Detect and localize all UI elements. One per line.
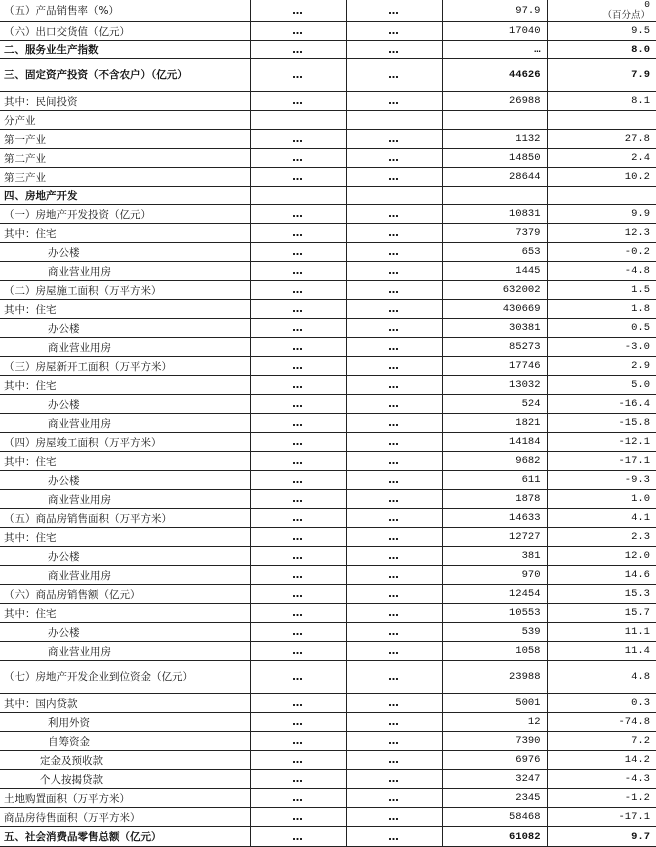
current-month-growth-placeholder: … [346, 41, 442, 59]
current-month-placeholder: … [250, 452, 346, 471]
current-month-placeholder: … [250, 414, 346, 433]
current-month-growth-placeholder: … [346, 262, 442, 281]
cumulative-value: 61082 [442, 827, 547, 847]
current-month-growth-placeholder: … [346, 281, 442, 300]
current-month-growth-placeholder: … [346, 528, 442, 547]
table-row [0, 376, 656, 395]
row-label: 其中：住宅 [0, 300, 250, 319]
growth-rate: 11.4 [547, 642, 656, 661]
cumulative-value: 1445 [442, 262, 547, 281]
current-month-placeholder: … [250, 92, 346, 111]
current-month-growth-placeholder: … [346, 452, 442, 471]
cumulative-value: 9682 [442, 452, 547, 471]
table-row [0, 414, 656, 433]
current-month-placeholder: … [250, 751, 346, 770]
current-month-growth-placeholder: … [346, 509, 442, 528]
row-label: 办公楼 [0, 623, 250, 642]
growth-top-value: 0 [644, 0, 650, 10]
cumulative-value: 12454 [442, 585, 547, 604]
current-month-growth-placeholder: … [346, 471, 442, 490]
cumulative-value: 7390 [442, 732, 547, 751]
table-row [0, 22, 656, 41]
current-month-placeholder: … [250, 509, 346, 528]
current-month-growth-placeholder: … [346, 92, 442, 111]
current-month-placeholder: … [250, 224, 346, 243]
current-month-placeholder: … [250, 149, 346, 168]
growth-rate: 7.9 [547, 59, 656, 92]
current-month-placeholder: … [250, 281, 346, 300]
row-label: 办公楼 [0, 547, 250, 566]
current-month-growth-placeholder: … [346, 168, 442, 187]
table-row [0, 395, 656, 414]
cumulative-value: 1132 [442, 130, 547, 149]
cumulative-value: 970 [442, 566, 547, 585]
row-label: 其中：民间投资 [0, 92, 250, 111]
growth-rate: 12.0 [547, 547, 656, 566]
current-month-placeholder: … [250, 661, 346, 694]
growth-rate: 10.2 [547, 168, 656, 187]
growth-rate: -0.2 [547, 243, 656, 262]
table-row [0, 262, 656, 281]
row-label: 第三产业 [0, 168, 250, 187]
growth-rate: -4.3 [547, 770, 656, 789]
current-month-placeholder: … [250, 770, 346, 789]
current-month-growth-placeholder: … [346, 224, 442, 243]
row-label: （一）房地产开发投资（亿元） [0, 205, 250, 224]
growth-rate: 14.2 [547, 751, 656, 770]
growth-rate: -9.3 [547, 471, 656, 490]
row-label: 二、服务业生产指数 [0, 41, 250, 59]
cumulative-value: 381 [442, 547, 547, 566]
cumulative-value: 1878 [442, 490, 547, 509]
current-month-placeholder: … [250, 623, 346, 642]
current-month-placeholder: … [250, 243, 346, 262]
current-month-growth-placeholder: … [346, 130, 442, 149]
cumulative-value: 1821 [442, 414, 547, 433]
current-month-placeholder: … [250, 357, 346, 376]
cumulative-value: 85273 [442, 338, 547, 357]
growth-rate: 8.1 [547, 92, 656, 111]
current-month-growth-placeholder: … [346, 808, 442, 827]
table-row [0, 130, 656, 149]
growth-rate: 11.1 [547, 623, 656, 642]
current-month-placeholder: … [250, 732, 346, 751]
current-month-growth-placeholder: … [346, 490, 442, 509]
table-row [0, 661, 656, 694]
row-label: 商品房待售面积（万平方米） [0, 808, 250, 827]
current-month-growth-placeholder: … [346, 300, 442, 319]
unit-label: （百分点） [602, 10, 650, 21]
table-row [0, 452, 656, 471]
row-label: 其中：住宅 [0, 452, 250, 471]
cumulative-value: 17746 [442, 357, 547, 376]
growth-rate [547, 111, 656, 130]
growth-rate: 9.7 [547, 827, 656, 847]
current-month-placeholder: … [250, 319, 346, 338]
current-month-placeholder: … [250, 808, 346, 827]
row-label: 第一产业 [0, 130, 250, 149]
current-month-placeholder: … [250, 376, 346, 395]
current-month-placeholder: … [250, 395, 346, 414]
table-row [0, 789, 656, 808]
growth-rate: 15.7 [547, 604, 656, 623]
growth-rate: 14.6 [547, 566, 656, 585]
row-label: 第二产业 [0, 149, 250, 168]
table-row [0, 59, 656, 92]
current-month-placeholder: … [250, 585, 346, 604]
table-row [0, 642, 656, 661]
table-row [0, 357, 656, 376]
row-label: 自筹资金 [0, 732, 250, 751]
growth-rate: 2.4 [547, 149, 656, 168]
cumulative-value: 653 [442, 243, 547, 262]
growth-rate: 1.8 [547, 300, 656, 319]
row-label: 商业营业用房 [0, 338, 250, 357]
current-month-placeholder: … [250, 789, 346, 808]
current-month-placeholder: … [250, 547, 346, 566]
table-row [0, 300, 656, 319]
current-month-growth-placeholder: … [346, 376, 442, 395]
growth-rate: -3.0 [547, 338, 656, 357]
table-row [0, 243, 656, 262]
cumulative-value: 632002 [442, 281, 547, 300]
current-month-placeholder: … [250, 471, 346, 490]
table-row [0, 528, 656, 547]
current-month-growth-placeholder: … [346, 713, 442, 732]
row-label: 五、社会消费品零售总额（亿元） [0, 827, 250, 847]
current-month-growth-placeholder: … [346, 338, 442, 357]
current-month-placeholder: … [250, 41, 346, 59]
cumulative-value: 1058 [442, 642, 547, 661]
current-month-growth-placeholder: … [346, 642, 442, 661]
table-row [0, 224, 656, 243]
cumulative-value: 10831 [442, 205, 547, 224]
cumulative-value: 17040 [442, 22, 547, 41]
row-label: 商业营业用房 [0, 566, 250, 585]
cumulative-value: 12727 [442, 528, 547, 547]
table-row [0, 187, 656, 205]
row-label: 其中：住宅 [0, 604, 250, 623]
growth-rate: 27.8 [547, 130, 656, 149]
current-month-growth-placeholder: … [346, 149, 442, 168]
row-label: （三）房屋新开工面积（万平方米） [0, 357, 250, 376]
table-row [0, 0, 656, 22]
current-month-placeholder: … [250, 604, 346, 623]
table-row [0, 205, 656, 224]
cumulative-value: 26988 [442, 92, 547, 111]
growth-rate: 0.5 [547, 319, 656, 338]
current-month-growth-placeholder: … [346, 547, 442, 566]
cumulative-value: 23988 [442, 661, 547, 694]
cumulative-value [442, 187, 547, 205]
cumulative-value [442, 111, 547, 130]
current-month-placeholder [250, 111, 346, 130]
row-label: 其中：住宅 [0, 224, 250, 243]
cumulative-value: 2345 [442, 789, 547, 808]
table-row [0, 585, 656, 604]
table-row [0, 547, 656, 566]
current-month-placeholder: … [250, 262, 346, 281]
cumulative-value: 539 [442, 623, 547, 642]
table-row [0, 92, 656, 111]
current-month-growth-placeholder: … [346, 22, 442, 41]
table-row [0, 694, 656, 713]
table-row [0, 604, 656, 623]
cumulative-value: 30381 [442, 319, 547, 338]
current-month-placeholder: … [250, 22, 346, 41]
current-month-growth-placeholder: … [346, 205, 442, 224]
growth-rate: 7.2 [547, 732, 656, 751]
current-month-placeholder: … [250, 642, 346, 661]
row-label: 商业营业用房 [0, 262, 250, 281]
current-month-placeholder: … [250, 694, 346, 713]
table-row [0, 827, 656, 847]
row-label: （七）房地产开发企业到位资金（亿元） [0, 661, 250, 694]
growth-rate: 9.5 [547, 22, 656, 41]
current-month-placeholder: … [250, 168, 346, 187]
growth-rate: 8.0 [547, 41, 656, 59]
current-month-growth-placeholder: … [346, 585, 442, 604]
growth-rate [547, 187, 656, 205]
table-row [0, 338, 656, 357]
current-month-growth-placeholder: … [346, 732, 442, 751]
growth-rate: -1.2 [547, 789, 656, 808]
table-row [0, 732, 656, 751]
row-label: 商业营业用房 [0, 642, 250, 661]
current-month-growth-placeholder: … [346, 661, 442, 694]
row-label: 商业营业用房 [0, 490, 250, 509]
current-month-growth-placeholder: … [346, 623, 442, 642]
current-month-placeholder: … [250, 300, 346, 319]
growth-rate [547, 0, 656, 22]
table-row [0, 41, 656, 59]
growth-rate: -16.4 [547, 395, 656, 414]
table-row [0, 713, 656, 732]
table-row [0, 566, 656, 585]
table-row [0, 509, 656, 528]
row-label: 办公楼 [0, 319, 250, 338]
table-row [0, 111, 656, 130]
cumulative-value: 14850 [442, 149, 547, 168]
current-month-placeholder: … [250, 566, 346, 585]
growth-rate: -17.1 [547, 808, 656, 827]
cumulative-value: 28644 [442, 168, 547, 187]
growth-rate: 4.8 [547, 661, 656, 694]
current-month-placeholder: … [250, 0, 346, 22]
current-month-placeholder: … [250, 130, 346, 149]
row-label: 分产业 [0, 111, 250, 130]
row-label: （五）商品房销售面积（万平方米） [0, 509, 250, 528]
current-month-placeholder [250, 187, 346, 205]
growth-rate: 12.3 [547, 224, 656, 243]
cumulative-value: 14633 [442, 509, 547, 528]
current-month-growth-placeholder: … [346, 0, 442, 22]
table-row [0, 770, 656, 789]
row-label: 定金及预收款 [0, 751, 250, 770]
current-month-growth-placeholder: … [346, 357, 442, 376]
row-label: 三、固定资产投资（不含农户）（亿元） [0, 59, 250, 92]
row-label: 办公楼 [0, 471, 250, 490]
current-month-placeholder: … [250, 490, 346, 509]
current-month-growth-placeholder: … [346, 789, 442, 808]
current-month-growth-placeholder: … [346, 694, 442, 713]
table-row [0, 319, 656, 338]
current-month-growth-placeholder: … [346, 751, 442, 770]
row-label: 办公楼 [0, 395, 250, 414]
table-row [0, 281, 656, 300]
current-month-growth-placeholder: … [346, 827, 442, 847]
current-month-placeholder: … [250, 205, 346, 224]
growth-rate: 1.5 [547, 281, 656, 300]
current-month-growth-placeholder: … [346, 770, 442, 789]
row-label: 其中：国内贷款 [0, 694, 250, 713]
cumulative-value: 7379 [442, 224, 547, 243]
cumulative-value: 44626 [442, 59, 547, 92]
row-label: （六）出口交货值（亿元） [0, 22, 250, 41]
cumulative-value: 14184 [442, 433, 547, 452]
current-month-growth-placeholder: … [346, 414, 442, 433]
cumulative-value: 6976 [442, 751, 547, 770]
growth-rate: -74.8 [547, 713, 656, 732]
current-month-growth-placeholder: … [346, 566, 442, 585]
current-month-growth-placeholder [346, 187, 442, 205]
table-row [0, 433, 656, 452]
current-month-placeholder: … [250, 528, 346, 547]
row-label: 利用外资 [0, 713, 250, 732]
growth-rate: 0.3 [547, 694, 656, 713]
cumulative-value: 10553 [442, 604, 547, 623]
current-month-placeholder: … [250, 59, 346, 92]
growth-rate: 1.0 [547, 490, 656, 509]
cumulative-value: 5001 [442, 694, 547, 713]
row-label: （二）房屋施工面积（万平方米） [0, 281, 250, 300]
row-label: 四、房地产开发 [0, 187, 250, 205]
table-row [0, 623, 656, 642]
current-month-growth-placeholder: … [346, 243, 442, 262]
row-label: 土地购置面积（万平方米） [0, 789, 250, 808]
row-label: （四）房屋竣工面积（万平方米） [0, 433, 250, 452]
row-label: （六）商品房销售额（亿元） [0, 585, 250, 604]
row-label: 办公楼 [0, 243, 250, 262]
current-month-growth-placeholder [346, 111, 442, 130]
growth-rate: -4.8 [547, 262, 656, 281]
table-row [0, 490, 656, 509]
table-row [0, 808, 656, 827]
growth-rate: -12.1 [547, 433, 656, 452]
row-label: 其中：住宅 [0, 528, 250, 547]
row-label: 其中：住宅 [0, 376, 250, 395]
growth-rate: 2.9 [547, 357, 656, 376]
row-label: （五）产品销售率（%） [0, 0, 250, 22]
table-row [0, 149, 656, 168]
growth-rate: -17.1 [547, 452, 656, 471]
current-month-growth-placeholder: … [346, 59, 442, 92]
cumulative-value: 13032 [442, 376, 547, 395]
table-row [0, 751, 656, 770]
growth-rate: -15.8 [547, 414, 656, 433]
table-row [0, 168, 656, 187]
cumulative-value: 12 [442, 713, 547, 732]
growth-rate: 15.3 [547, 585, 656, 604]
current-month-placeholder: … [250, 827, 346, 847]
current-month-growth-placeholder: … [346, 319, 442, 338]
table-row [0, 471, 656, 490]
cumulative-value: 58468 [442, 808, 547, 827]
growth-rate: 5.0 [547, 376, 656, 395]
current-month-placeholder: … [250, 433, 346, 452]
cumulative-value: 430669 [442, 300, 547, 319]
cumulative-value: 3247 [442, 770, 547, 789]
cumulative-value: 97.9 [442, 0, 547, 22]
cumulative-value: 611 [442, 471, 547, 490]
growth-rate: 2.3 [547, 528, 656, 547]
current-month-growth-placeholder: … [346, 433, 442, 452]
row-label: 商业营业用房 [0, 414, 250, 433]
cumulative-value: 524 [442, 395, 547, 414]
current-month-growth-placeholder: … [346, 604, 442, 623]
cumulative-value: … [442, 41, 547, 59]
current-month-growth-placeholder: … [346, 395, 442, 414]
growth-rate: 4.1 [547, 509, 656, 528]
growth-rate: 9.9 [547, 205, 656, 224]
current-month-placeholder: … [250, 713, 346, 732]
current-month-placeholder: … [250, 338, 346, 357]
row-label: 个人按揭贷款 [0, 770, 250, 789]
